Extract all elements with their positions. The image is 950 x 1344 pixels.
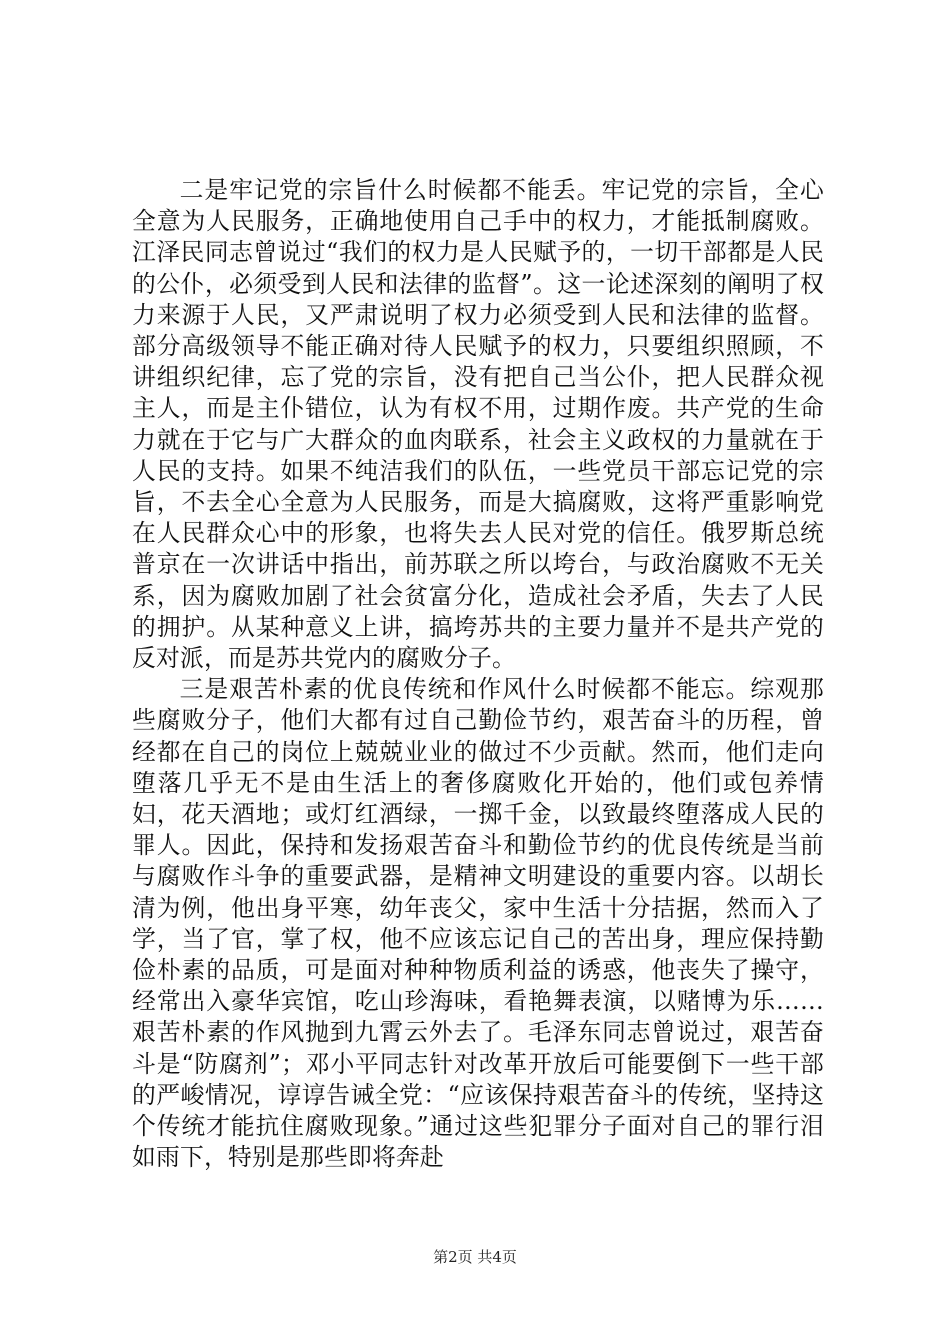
paragraph-two: 二是牢记党的宗旨什么时候都不能丢。牢记党的宗旨，全心全意为人民服务，正确地使用自己手中的权力，才能抵制腐败。江泽民同志曾说过“我们的权力是人民赋予的，一切干部都是人民的公仆，必须受到人民和法律的监督”。这一论述深刻的阐明了权力来源于人民，又严肃说明了权力必须受到人民和法律的监督。部分高级领导不能正确对待人民赋予的权力，只要组织照顾，不讲组织纪律，忘了党的宗旨，没有把自己当公仆，把人民群众视主人，而是主仆错位，认为有权不用，过期作废。共产党的生命力就在于它与广大群众的血肉联系，社会主义政权的力量就在于人民的支持。如果不纯洁我们的队伍，一些党员干部忘记党的宗旨，不去全心全意为人民服务，而是大搞腐败，这将严重影响党在人民群众心中的形象，也将失去人民对党的信任。俄罗斯总统普京在一次讲话中指出，前苏联之所以垮台，与政治腐败不无关系，因为腐败加剧了社会贫富分化，造成社会矛盾，失去了人民的拥护。从某种意义上讲，搞垮苏共的主要力量并不是共产党的反对派，而是苏共党内的腐败分子。 [132, 176, 824, 673]
page-footer: 第2页 共4页 [433, 1248, 517, 1266]
document-body [132, 175, 824, 1174]
paragraph-three: 三是艰苦朴素的优良传统和作风什么时候都不能忘。综观那些腐败分子，他们大都有过自己勤俭节约，艰苦奋斗的历程，曾经都在自己的岗位上兢兢业业的做过不少贡献。然而，他们走向堕落几乎无不是由生活上的奢侈腐败化开始的，他们或包养情妇，花天酒地；或灯红酒绿，一掷千金，以致最终堕落成人民的罪人。因此，保持和发扬艰苦奋斗和勤俭节约的优良传统是当前与腐败作斗争的重要武器，是精神文明建设的重要内容。以胡长清为例，他出身平寒，幼年丧父，家中生活十分拮据，然而入了学，当了官，掌了权，他不应该忘记自己的苦出身，理应保持勤俭朴素的品质，可是面对种种物质利益的诱惑，他丧失了操守，经常出入豪华宾馆，吃山珍海味，看艳舞表演，以赌博为乐……艰苦朴素的作风抛到九霄云外去了。毛泽东同志曾说过，艰苦奋斗是“防腐剂”；邓小平同志针对改革开放后可能要倒下一些干部的严峻情况，谆谆告诫全党：“应该保持艰苦奋斗的传统，坚持这个传统才能抗住腐败现象。”通过这些犯罪分子面对自己的罪行泪如雨下，特别是那些即将奔赴 [132, 675, 824, 1172]
